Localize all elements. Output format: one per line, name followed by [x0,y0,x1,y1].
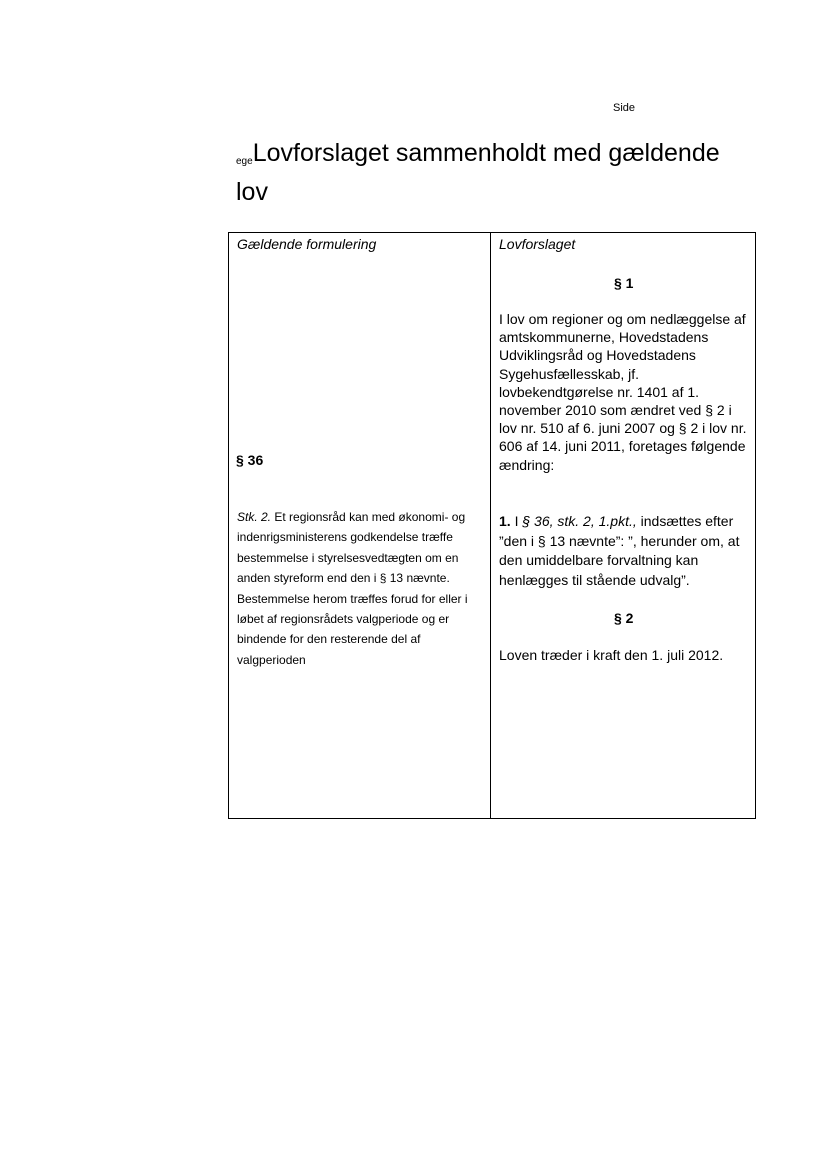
entry-into-force-text: Loven træder i kraft den 1. juli 2012. [499,647,724,663]
stk-body: Et regionsråd kan med økonomi- og indenrigsministerens godkendelse træffe bestemmelse i styrelsesvedtægten om en anden styreform end den i § 13 nævnte. Bestemmelse herom træffes forud for eller i løbet af regionsrådets valgperiode og er bindende for den resterende del af valgperioden [237,510,468,667]
amendment-reference: § 36, stk. 2, 1.pkt., [522,513,637,529]
amendment-body: indsættes efter ”den i § 13 nævnte”: ”, herunder om, at den umiddelbare forvaltning kan henlægges til stående udvalg”. [499,513,740,589]
amendment-pre: I [514,513,519,529]
right-column-header: Lovforslaget [499,236,576,252]
bill-section-1-heading: § 1 [614,275,634,291]
page-title [236,138,756,207]
page-label: Side [613,102,636,114]
amendment-text [499,512,748,591]
comparison-table [228,232,756,819]
title-prefix: ege [236,156,253,167]
bill-section-2-heading: § 2 [614,610,634,626]
title-text: Lovforslaget sammenholdt med gældende lov [236,139,720,206]
current-stk-text [237,507,483,670]
amendment-number: 1. [499,513,511,529]
column-divider [490,233,491,818]
left-column-header: Gældende formulering [237,236,377,252]
bill-intro-text: I lov om regioner og om nedlæggelse af amtskommunerne, Hovedstadens Udviklingsråd og Hovedstadens Sygehusfællesskab, jf. lovbekendtgørelse nr. 1401 af 1. november 2010 som ændret ved § 2 i lov nr. 510 af 6. juni 2007 og § 2 i lov nr. 606 af 14. juni 2011, foretages følgende ændring: [499,311,747,473]
current-section-heading: § 36 [236,452,264,468]
stk-label: Stk. 2. [237,510,272,524]
